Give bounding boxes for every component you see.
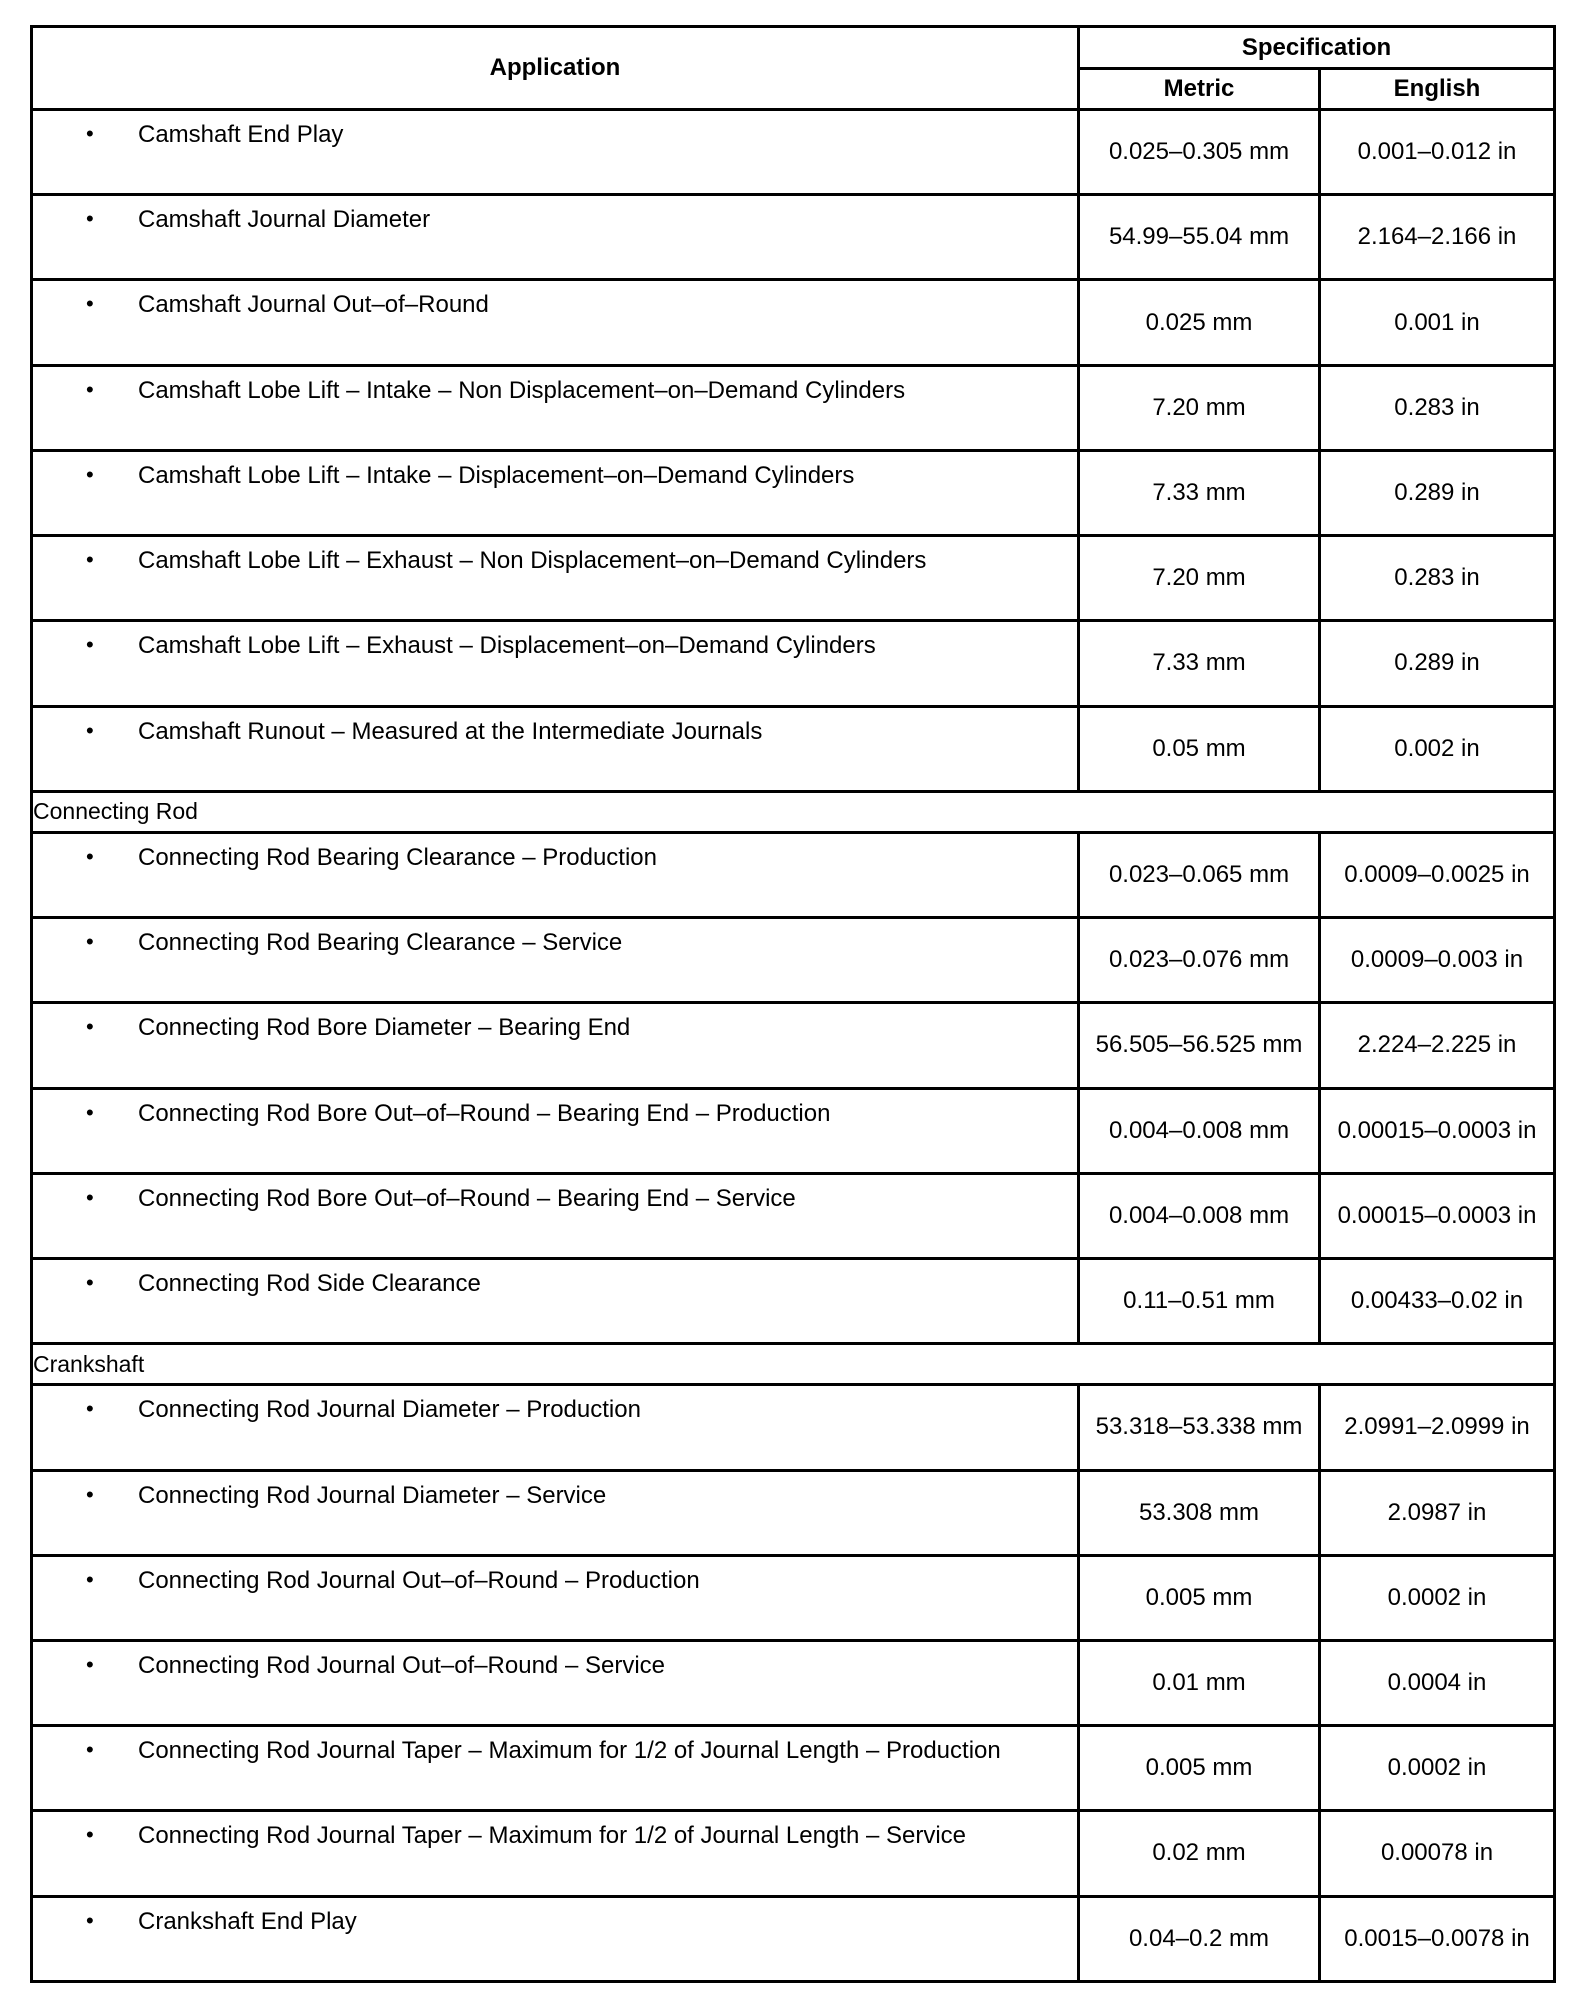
- application-cell: [32, 1896, 1079, 1981]
- application-cell: [32, 1555, 1079, 1640]
- application-text: Crankshaft End Play: [138, 1907, 357, 1935]
- application-text: Camshaft End Play: [138, 121, 344, 148]
- table-row: [32, 1173, 1555, 1258]
- section-heading: Connecting Rod: [32, 791, 1555, 832]
- table-row: [32, 1896, 1555, 1981]
- application-cell: [32, 1088, 1079, 1173]
- metric-value: 0.004–0.008 mm: [1079, 1088, 1320, 1173]
- metric-value: 7.33 mm: [1079, 621, 1320, 706]
- table-row: [32, 365, 1555, 450]
- application-cell: [32, 1173, 1079, 1258]
- bullet-icon: •: [86, 1184, 94, 1210]
- metric-value: 7.20 mm: [1079, 536, 1320, 621]
- metric-value: 0.11–0.51 mm: [1079, 1258, 1320, 1343]
- metric-value: 53.318–53.338 mm: [1079, 1385, 1320, 1470]
- table-row: [32, 536, 1555, 621]
- application-text: Camshaft Lobe Lift – Exhaust – Displacement–on–Demand Cylinders: [138, 632, 876, 660]
- bullet-icon: •: [86, 1651, 94, 1677]
- table-row: [32, 1726, 1555, 1811]
- table-row: [32, 1640, 1555, 1725]
- table-row: [32, 450, 1555, 535]
- table-row: [32, 1470, 1555, 1555]
- application-text: Camshaft Journal Out–of–Round: [138, 291, 489, 319]
- bullet-icon: •: [86, 1014, 94, 1040]
- english-value: 0.00078 in: [1320, 1811, 1555, 1896]
- application-text: Camshaft Runout – Measured at the Intermediate Journals: [138, 717, 763, 745]
- table-row: [32, 280, 1555, 365]
- application-text: Camshaft Lobe Lift – Exhaust – Non Displacement–on–Demand Cylinders: [138, 547, 927, 575]
- metric-value: 0.023–0.076 mm: [1079, 918, 1320, 1003]
- application-cell: [32, 280, 1079, 365]
- bullet-icon: •: [86, 461, 94, 487]
- metric-value: 0.025–0.305 mm: [1079, 110, 1320, 195]
- application-text: Camshaft Lobe Lift – Intake – Displacement–on–Demand Cylinders: [138, 461, 855, 489]
- application-cell: [32, 195, 1079, 280]
- application-cell: [32, 621, 1079, 706]
- metric-value: 0.005 mm: [1079, 1555, 1320, 1640]
- metric-value: 0.023–0.065 mm: [1079, 832, 1320, 917]
- bullet-icon: •: [86, 1481, 94, 1507]
- application-text: Connecting Rod Bearing Clearance – Service: [138, 929, 623, 957]
- section-row: [32, 791, 1555, 832]
- english-value: 0.00433–0.02 in: [1320, 1258, 1555, 1343]
- application-cell: [32, 365, 1079, 450]
- english-value: 0.00015–0.0003 in: [1320, 1088, 1555, 1173]
- table-row: [32, 1003, 1555, 1088]
- application-text: Connecting Rod Side Clearance: [138, 1269, 481, 1297]
- bullet-icon: •: [86, 1737, 94, 1763]
- application-text: Connecting Rod Bearing Clearance – Production: [138, 843, 657, 871]
- bullet-icon: •: [86, 1907, 94, 1933]
- english-value: 0.001–0.012 in: [1320, 110, 1555, 195]
- english-value: 0.0002 in: [1320, 1726, 1555, 1811]
- english-value: 0.002 in: [1320, 706, 1555, 791]
- application-text: Connecting Rod Bore Diameter – Bearing End: [138, 1014, 631, 1042]
- english-value: 2.0987 in: [1320, 1470, 1555, 1555]
- table-row: [32, 621, 1555, 706]
- application-text: Connecting Rod Bore Out–of–Round – Bearing End – Service: [138, 1184, 796, 1212]
- bullet-icon: •: [86, 1099, 94, 1125]
- metric-value: 0.05 mm: [1079, 706, 1320, 791]
- bullet-icon: •: [86, 717, 94, 743]
- bullet-icon: •: [86, 291, 94, 317]
- application-cell: [32, 450, 1079, 535]
- english-value: 0.0002 in: [1320, 1555, 1555, 1640]
- metric-value: 0.004–0.008 mm: [1079, 1173, 1320, 1258]
- metric-value: 56.505–56.525 mm: [1079, 1003, 1320, 1088]
- application-text: Connecting Rod Bore Out–of–Round – Bearing End – Production: [138, 1099, 831, 1127]
- english-value: 2.224–2.225 in: [1320, 1003, 1555, 1088]
- english-value: 0.0004 in: [1320, 1640, 1555, 1725]
- metric-value: 7.33 mm: [1079, 450, 1320, 535]
- bullet-icon: •: [86, 1822, 94, 1848]
- section-heading: Crankshaft: [32, 1344, 1555, 1385]
- table-row: [32, 1258, 1555, 1343]
- application-cell: [32, 1640, 1079, 1725]
- application-cell: [32, 1726, 1079, 1811]
- application-cell: [32, 1811, 1079, 1896]
- english-value: 2.0991–2.0999 in: [1320, 1385, 1555, 1470]
- metric-value: 7.20 mm: [1079, 365, 1320, 450]
- metric-value: 0.02 mm: [1079, 1811, 1320, 1896]
- application-text: Connecting Rod Journal Taper – Maximum for 1/2 of Journal Length – Production: [138, 1737, 1001, 1765]
- application-text: Connecting Rod Journal Out–of–Round – Production: [138, 1566, 700, 1594]
- english-value: 0.0009–0.0025 in: [1320, 832, 1555, 917]
- english-value: 0.0009–0.003 in: [1320, 918, 1555, 1003]
- header-application: Application: [32, 27, 1079, 110]
- bullet-icon: •: [86, 1396, 94, 1422]
- bullet-icon: •: [86, 1269, 94, 1295]
- table-row: [32, 1555, 1555, 1640]
- application-cell: [32, 1470, 1079, 1555]
- specification-table: [30, 25, 1556, 1983]
- application-cell: [32, 1003, 1079, 1088]
- metric-value: 0.01 mm: [1079, 1640, 1320, 1725]
- application-cell: [32, 706, 1079, 791]
- application-text: Connecting Rod Journal Diameter – Service: [138, 1481, 607, 1509]
- bullet-icon: •: [86, 632, 94, 658]
- table-row: [32, 706, 1555, 791]
- application-text: Connecting Rod Journal Out–of–Round – Service: [138, 1651, 665, 1679]
- bullet-icon: •: [86, 929, 94, 955]
- bullet-icon: •: [86, 206, 94, 232]
- table-row: [32, 918, 1555, 1003]
- english-value: 0.283 in: [1320, 536, 1555, 621]
- application-text: Camshaft Lobe Lift – Intake – Non Displacement–on–Demand Cylinders: [138, 376, 906, 404]
- table-row: [32, 1385, 1555, 1470]
- table-body: [32, 110, 1555, 1982]
- bullet-icon: •: [86, 547, 94, 573]
- application-text: Connecting Rod Journal Taper – Maximum for 1/2 of Journal Length – Service: [138, 1822, 967, 1850]
- metric-value: 0.04–0.2 mm: [1079, 1896, 1320, 1981]
- table-row: [32, 110, 1555, 195]
- application-cell: [32, 1258, 1079, 1343]
- application-cell: [32, 1385, 1079, 1470]
- section-row: [32, 1344, 1555, 1385]
- metric-value: 53.308 mm: [1079, 1470, 1320, 1555]
- english-value: 0.0015–0.0078 in: [1320, 1896, 1555, 1981]
- table-row: [32, 1088, 1555, 1173]
- application-cell: [32, 832, 1079, 917]
- metric-value: 54.99–55.04 mm: [1079, 195, 1320, 280]
- application-text: Camshaft Journal Diameter: [138, 206, 431, 234]
- application-cell: [32, 536, 1079, 621]
- table-header: [32, 27, 1555, 110]
- header-english: English: [1320, 69, 1555, 110]
- application-cell: [32, 918, 1079, 1003]
- header-metric: Metric: [1079, 69, 1320, 110]
- bullet-icon: •: [86, 843, 94, 869]
- english-value: 0.289 in: [1320, 450, 1555, 535]
- application-cell: [32, 110, 1079, 195]
- header-specification: Specification: [1079, 27, 1555, 69]
- english-value: 0.00015–0.0003 in: [1320, 1173, 1555, 1258]
- bullet-icon: •: [86, 1566, 94, 1592]
- application-text: Connecting Rod Journal Diameter – Production: [138, 1396, 641, 1424]
- table-row: [32, 1811, 1555, 1896]
- english-value: 0.283 in: [1320, 365, 1555, 450]
- english-value: 2.164–2.166 in: [1320, 195, 1555, 280]
- metric-value: 0.025 mm: [1079, 280, 1320, 365]
- metric-value: 0.005 mm: [1079, 1726, 1320, 1811]
- table-row: [32, 195, 1555, 280]
- english-value: 0.001 in: [1320, 280, 1555, 365]
- english-value: 0.289 in: [1320, 621, 1555, 706]
- table-row: [32, 832, 1555, 917]
- bullet-icon: •: [86, 121, 94, 146]
- bullet-icon: •: [86, 376, 94, 402]
